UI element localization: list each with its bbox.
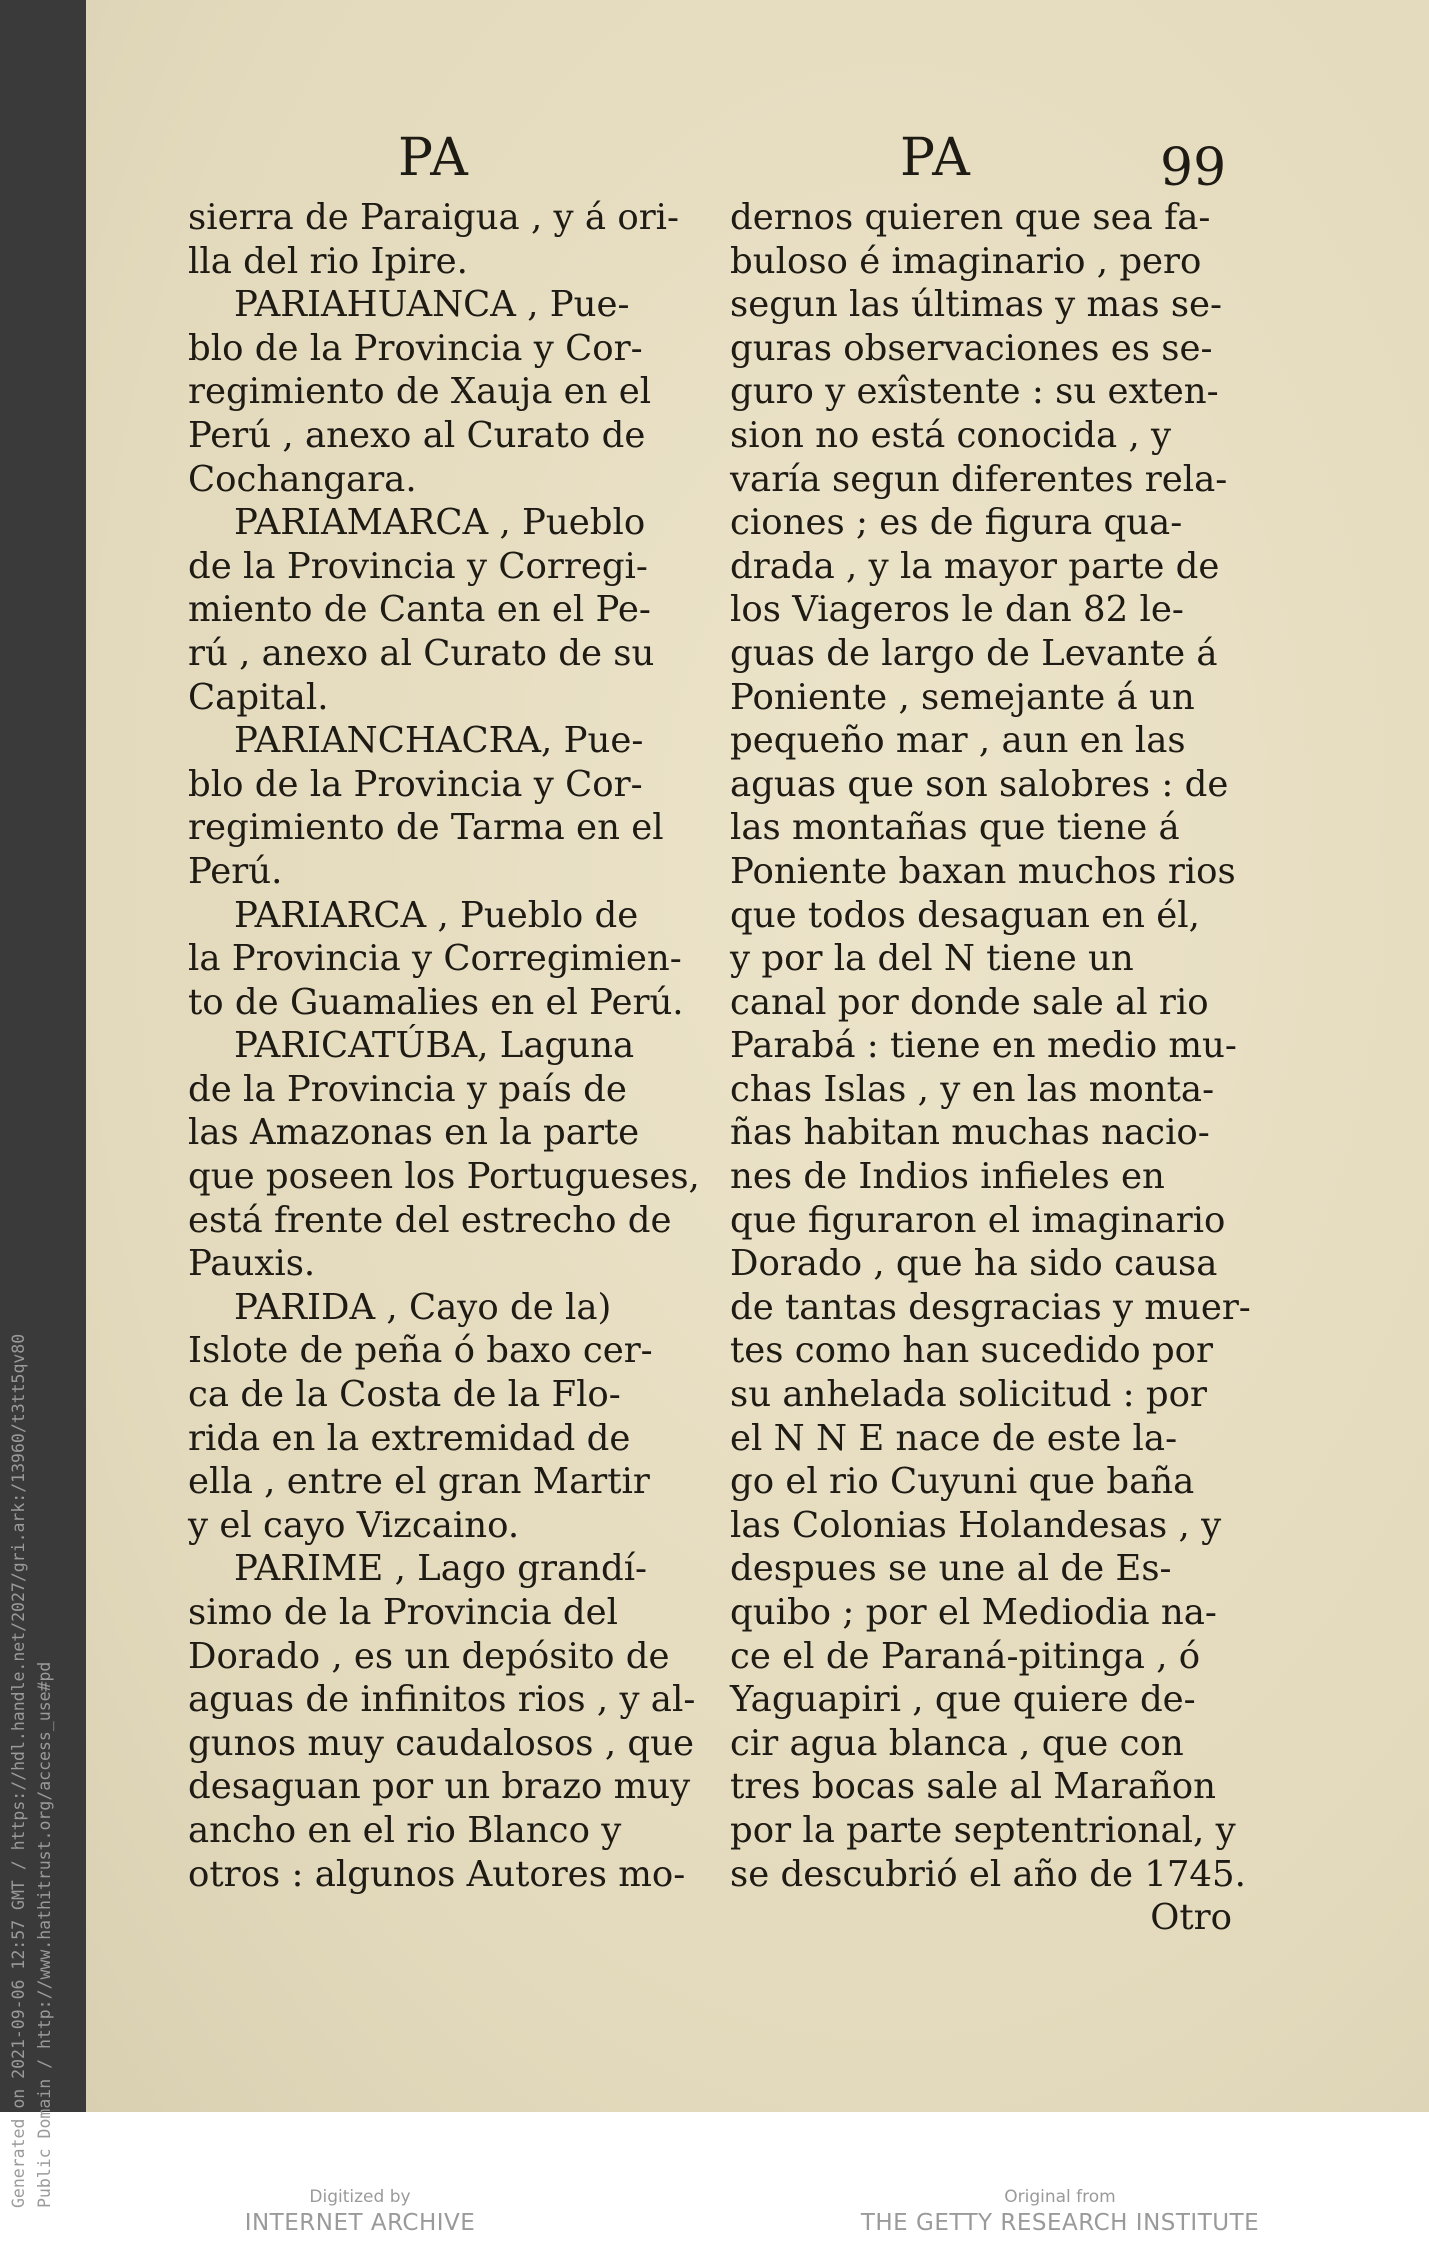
text-line: varía segun diferentes rela- <box>730 458 1228 500</box>
text-line: desaguan por un brazo muy <box>188 1766 691 1808</box>
text-line: PARIARCA , Pueblo de <box>234 894 639 936</box>
footer-original-from <box>860 2186 1260 2238</box>
text-line: guas de largo de Levante á <box>730 632 1218 674</box>
text-line: miento de Canta en el Pe- <box>188 589 651 631</box>
text-line: ciones ; es de figura qua- <box>730 502 1183 544</box>
text-line: canal por donde sale al rio <box>730 981 1209 1023</box>
text-line: Dorado , es un depósito de <box>188 1635 670 1677</box>
text-line: cir agua blanca , que con <box>730 1722 1184 1764</box>
text-line: que figuraron el imaginario <box>730 1199 1226 1241</box>
footer-digitized-label: Digitized by <box>309 2187 411 2207</box>
text-line: lla del rio Ipire. <box>188 240 468 282</box>
text-line: sion no está conocida , y <box>730 414 1172 456</box>
text-line: despues se une al de Es- <box>730 1548 1172 1590</box>
text-line: Cochangara. <box>188 458 417 500</box>
text-line: sierra de Paraigua , y á ori- <box>188 197 680 238</box>
page-number: 99 <box>1160 138 1227 198</box>
text-line: guro y exîstente : su exten- <box>730 371 1219 413</box>
text-line: rida en la extremidad de <box>188 1417 631 1459</box>
text-line: la Provincia y Corregimien- <box>188 938 682 980</box>
text-line: y por la del N tiene un <box>730 938 1134 980</box>
text-line: su anhelada solicitud : por <box>730 1374 1207 1416</box>
text-line: drada , y la mayor parte de <box>730 545 1220 587</box>
text-line: pequeño mar , aun en las <box>730 720 1186 762</box>
text-line: nes de Indios infieles en <box>730 1156 1165 1198</box>
text-line: y el cayo Vizcaino. <box>188 1504 520 1546</box>
text-line: que todos desaguan en él, <box>730 894 1200 936</box>
text-line: de la Provincia y país de <box>188 1068 627 1110</box>
stamp-line-public-domain: Public Domain / http://www.hathitrust.org/access_use#pd <box>35 1661 54 2208</box>
text-line: PARIANCHACRA, Pue- <box>234 720 644 762</box>
text-line: regimiento de Xauja en el <box>188 371 652 413</box>
text-line: aguas de infinitos rios , y al- <box>188 1679 696 1721</box>
hathitrust-stamp <box>6 1334 58 2208</box>
text-line: blo de la Provincia y Cor- <box>188 763 643 805</box>
text-line: blo de la Provincia y Cor- <box>188 327 643 369</box>
text-line: quibo ; por el Mediodia na- <box>730 1592 1217 1633</box>
text-line: Otro <box>1150 1897 1232 1939</box>
text-line: Capital. <box>188 676 329 718</box>
text-line: PARIDA , Cayo de la) <box>234 1286 612 1328</box>
text-line: Islote de peña ó baxo cer- <box>188 1330 653 1372</box>
text-line: ñas habitan muchas nacio- <box>730 1112 1210 1154</box>
text-line: ca de la Costa de la Flo- <box>188 1374 621 1416</box>
text-line: aguas que son salobres : de <box>730 763 1229 805</box>
text-line: las Colonias Holandesas , y <box>730 1504 1222 1546</box>
footer-getty: THE GETTY RESEARCH INSTITUTE <box>860 2210 1260 2236</box>
text-line: PARIAMARCA , Pueblo <box>234 502 646 544</box>
text-line: gunos muy caudalosos , que <box>188 1722 694 1764</box>
text-line: PARICATÚBA, Laguna <box>234 1025 635 1067</box>
footer-digitized-by <box>210 2186 510 2238</box>
text-line: las Amazonas en la parte <box>188 1112 640 1154</box>
text-line: chas Islas , y en las monta- <box>730 1068 1215 1110</box>
text-line: regimiento de Tarma en el <box>188 807 664 849</box>
text-line: PARIAHUANCA , Pue- <box>234 284 630 326</box>
text-line: simo de la Provincia del <box>188 1592 618 1633</box>
text-line: Parabá : tiene en medio mu- <box>730 1025 1237 1067</box>
text-line: Poniente baxan muchos rios <box>730 850 1236 892</box>
footer-internet-archive: INTERNET ARCHIVE <box>244 2210 476 2236</box>
text-line: Poniente , semejante á un <box>730 676 1195 718</box>
text-line: tres bocas sale al Marañon <box>730 1766 1216 1808</box>
text-line: por la parte septentrional, y <box>730 1809 1236 1851</box>
text-line: PARIME , Lago grandí- <box>234 1548 648 1590</box>
text-line: to de Guamalies en el Perú. <box>188 981 684 1023</box>
text-line: dernos quieren que sea fa- <box>730 197 1211 238</box>
text-line: el N N E nace de este la- <box>730 1417 1178 1459</box>
text-column-left <box>188 196 700 1896</box>
text-column-right <box>730 196 1251 1940</box>
stamp-line-generated: Generated on 2021-09-06 12:57 GMT / https://hdl.handle.net/2027/gri.ark:/13960/t3tt5qv80 <box>9 1333 28 2208</box>
text-line: Pauxis. <box>188 1243 316 1285</box>
text-line: se descubrió el año de 1745. <box>730 1853 1246 1895</box>
text-line: otros : algunos Autores mo- <box>188 1853 686 1895</box>
footer-original-label: Original from <box>1004 2187 1116 2207</box>
text-line: Perú. <box>188 850 283 892</box>
text-line: segun las últimas y mas se- <box>730 284 1223 326</box>
text-line: los Viageros le dan 82 le- <box>730 589 1184 631</box>
text-line: Perú , anexo al Curato de <box>188 414 646 456</box>
text-line: guras observaciones es se- <box>730 327 1213 369</box>
text-line: de tantas desgracias y muer- <box>730 1286 1251 1328</box>
text-line: está frente del estrecho de <box>188 1199 672 1241</box>
text-line: ancho en el rio Blanco y <box>188 1809 622 1851</box>
text-line: las montañas que tiene á <box>730 807 1180 849</box>
text-line: que poseen los Portugueses, <box>188 1156 700 1198</box>
text-line: buloso é imaginario , pero <box>730 240 1202 282</box>
text-line: go el rio Cuyuni que baña <box>730 1461 1195 1503</box>
text-line: rú , anexo al Curato de su <box>188 632 655 674</box>
running-head-left: PA <box>398 128 470 188</box>
text-line: de la Provincia y Corregi- <box>188 545 648 587</box>
text-line: ella , entre el gran Martir <box>188 1461 650 1503</box>
text-line: tes como han sucedido por <box>730 1330 1214 1372</box>
text-line: ce el de Paraná-pitinga , ó <box>730 1635 1201 1677</box>
text-line: Yaguapiri , que quiere de- <box>730 1679 1196 1721</box>
text-line: Dorado , que ha sido causa <box>730 1243 1218 1285</box>
running-head-right: PA <box>900 128 972 188</box>
